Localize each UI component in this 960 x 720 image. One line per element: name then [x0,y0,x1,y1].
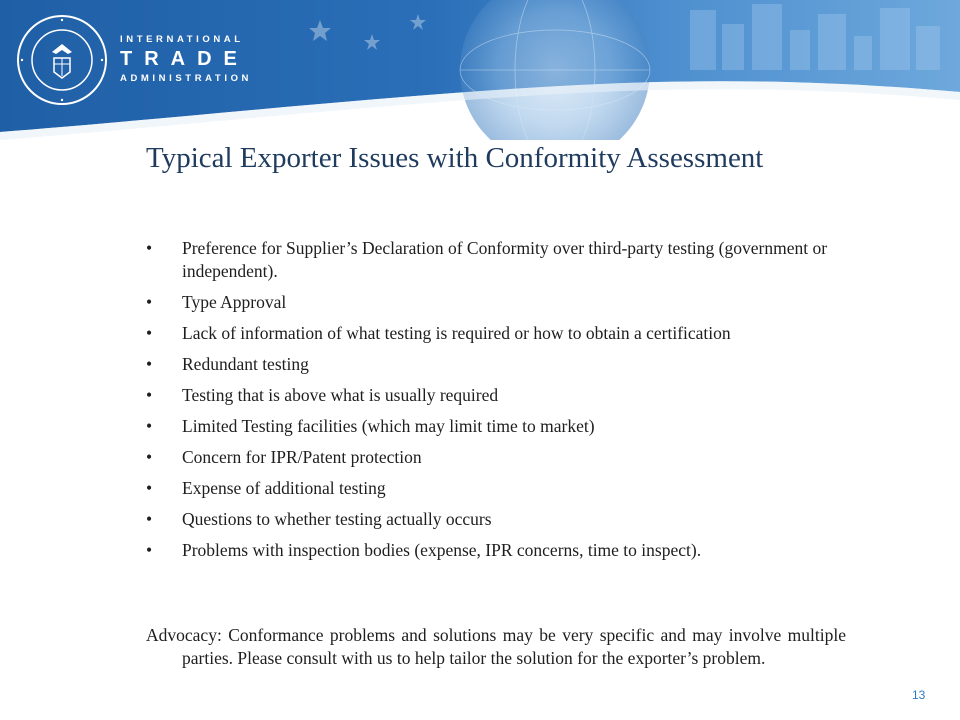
list-item-text: Expense of additional testing [182,478,386,498]
advocacy-paragraph: Advocacy: Conformance problems and solutions may be very specific and may involve multiple parties. Please consult with us to help tailor the solution for the exporter’s problem. [146,625,846,668]
bullet-icon: • [146,447,153,467]
list-item [146,384,846,407]
bullet-icon: • [146,385,153,405]
bullet-icon: • [146,292,153,312]
commerce-seal-icon [16,14,108,106]
list-item-text: Preference for Supplier’s Declaration of Conformity over third-party testing (government or independent). [182,238,828,281]
list-item [146,322,846,345]
header-banner [0,0,960,140]
agency-line-administration: ADMINISTRATION [120,73,253,84]
issue-list [146,237,846,570]
list-item [146,415,846,438]
bullet-icon: • [146,323,153,343]
agency-wordmark [120,34,252,84]
list-item [146,353,846,376]
list-item-text: Limited Testing facilities (which may limit time to market) [182,416,595,436]
list-item-text: Problems with inspection bodies (expense, IPR concerns, time to inspect). [182,540,702,560]
bullet-icon: • [146,509,153,529]
list-item [146,446,846,469]
list-item [146,539,846,562]
list-item-text: Lack of information of what testing is required or how to obtain a certification [182,323,731,343]
list-item [146,477,846,500]
agency-line-trade: TRADE [120,48,249,70]
bullet-icon: • [146,478,153,498]
list-item-text: Questions to whether testing actually occurs [182,509,492,529]
list-item [146,508,846,531]
page-number: 13 [912,688,926,702]
agency-line-international: INTERNATIONAL [120,34,244,45]
list-item [146,291,846,314]
bullet-icon: • [146,416,153,436]
list-item [146,237,846,283]
slide-title: Typical Exporter Issues with Conformity Assessment [146,142,764,174]
bullet-icon: • [146,540,153,560]
list-item-text: Redundant testing [182,354,309,374]
list-item-text: Concern for IPR/Patent protection [182,447,422,467]
bullet-icon: • [146,354,153,374]
list-item-text: Testing that is above what is usually required [182,385,499,405]
list-item-text: Type Approval [182,292,287,312]
bullet-icon: • [146,238,153,258]
